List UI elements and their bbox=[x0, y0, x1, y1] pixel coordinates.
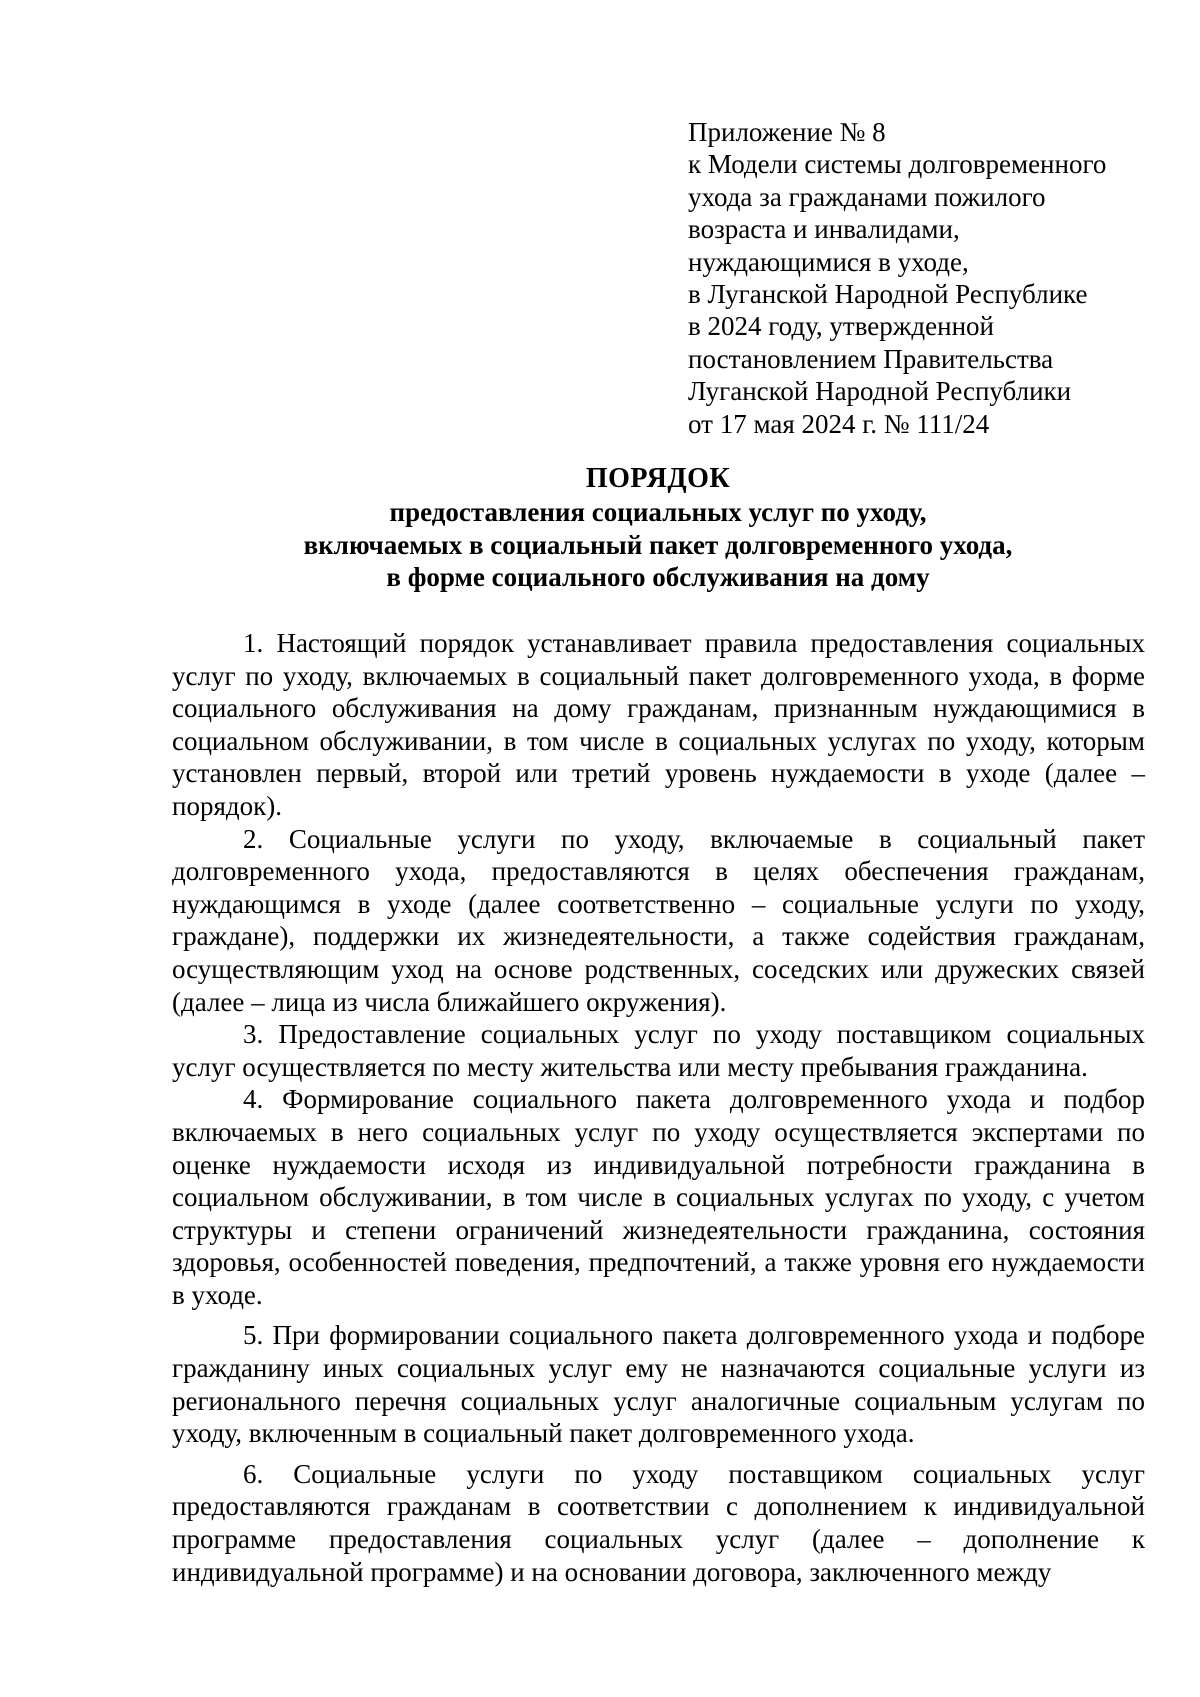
appendix-line: постановлением Правительства bbox=[688, 343, 1054, 374]
title-subtitle-line: в форме социального обслуживания на дому bbox=[386, 562, 930, 593]
paragraph-4: 4. Формирование социального пакета долговременного ухода и подбор включаемых в него социальных услуг по уходу осуществляется экспертами по оценке нуждаемости исходя из индивидуальной потребности гражданина в социальном обслуживании, в том числе в социальных услугах по уходу, с учетом структуры и степени ограничений жизнедеятельности гражданина, состояния здоровья, особенностей поведения, предпочтений, а также уровня его нуждаемости в уходе. bbox=[172, 1084, 1145, 1310]
paragraph-5: 5. При формировании социального пакета долговременного ухода и подборе гражданину иных социальных услуг ему не назначаются социальные услуги из регионального перечня социальных услуг аналогичные социальным услугам по уходу, включенным в социальный пакет долговременного ухода. bbox=[172, 1320, 1145, 1449]
title-subtitle-line: включаемых в социальный пакет долговременного ухода, bbox=[303, 529, 1013, 560]
paragraph-6: 6. Социальные услуги по уходу поставщиком социальных услуг предоставляются гражданам в соответствии с дополнением к индивидуальной программе предоставления социальных услуг (далее – дополнение к индивидуальной программе) и на основании договора, заключенного между bbox=[172, 1458, 1145, 1587]
appendix-line: нуждающимися в уходе, bbox=[688, 246, 969, 277]
paragraph-1: 1. Настоящий порядок устанавливает правила предоставления социальных услуг по уходу, включаемых в социальный пакет долговременного ухода, в форме социального обслуживания на дому гражданам, признанным нуждающимися в социальном обслуживании, в том числе в социальных услугах по уходу, которым установлен первый, второй или третий уровень нуждаемости в уходе (далее – порядок). bbox=[172, 628, 1145, 821]
appendix-line: в 2024 году, утвержденной bbox=[688, 311, 995, 342]
appendix-line: к Модели системы долговременного bbox=[688, 149, 1107, 180]
appendix-line: Приложение № 8 bbox=[688, 117, 886, 147]
appendix-line: возраста и инвалидами, bbox=[688, 214, 960, 245]
paragraph-2: 2. Социальные услуги по уходу, включаемые в социальный пакет долговременного ухода, предоставляются в целях обеспечения гражданам, нуждающимся в уходе (далее соответственно – социальные услуги по уходу, граждане), поддержки их жизнедеятельности, а также содействия гражданам, осуществляющим уход на основе родственных, соседских или дружеских связей (далее – лица из числа ближайшего окружения). bbox=[172, 823, 1145, 1017]
appendix-reference bbox=[688, 116, 1158, 440]
appendix-line: ухода за гражданами пожилого bbox=[688, 181, 1046, 212]
appendix-line: в Луганской Народной Республике bbox=[688, 279, 1088, 310]
paragraph-3: 3. Предоставление социальных услуг по уходу поставщиком социальных услуг осуществляется по месту жительства или месту пребывания гражданина. bbox=[172, 1019, 1145, 1082]
appendix-line: Луганской Народной Республики bbox=[688, 376, 1072, 407]
title-main: ПОРЯДОК bbox=[585, 463, 731, 494]
appendix-line: от 17 мая 2024 г. № 111/24 bbox=[688, 408, 990, 439]
title-subtitle-line: предоставления социальных услуг по уходу, bbox=[389, 497, 927, 527]
document-title bbox=[172, 462, 1144, 594]
document-body bbox=[172, 627, 1145, 1588]
